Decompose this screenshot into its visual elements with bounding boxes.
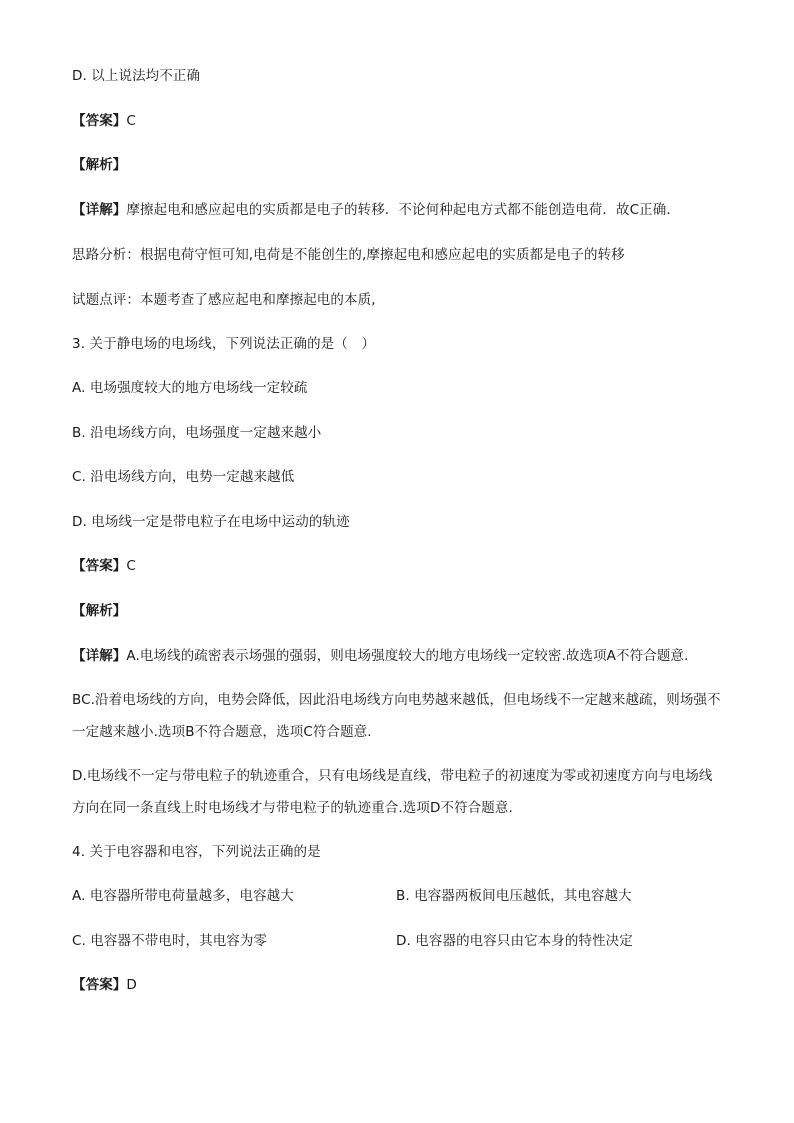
q2-comment: 试题点评：本题考查了感应起电和摩擦起电的本质, — [72, 292, 376, 308]
q4-stem: 4. 关于电容器和电容，下列说法正确的是 — [72, 844, 321, 860]
q4-answer — [72, 975, 137, 995]
q3-option-b: B. 沿电场线方向，电场强度一定越来越小 — [72, 425, 322, 441]
q4-options-row-2 — [72, 931, 726, 951]
q3-analysis-tag: 【解析】 — [72, 603, 127, 619]
q2-option-d: D. 以上说法均不正确 — [72, 68, 201, 84]
q4-option-c: C. 电容器不带电时，其电容为零 — [72, 933, 268, 949]
answer-tag: 【答案】 — [72, 977, 127, 993]
q3-answer — [72, 556, 136, 576]
q3-option-a: A. 电场强度较大的地方电场线一定较疏 — [72, 380, 308, 396]
q2-analysis-tag: 【解析】 — [72, 157, 127, 173]
q3-detail-a — [72, 646, 688, 666]
q2-detail — [72, 200, 680, 220]
q4-option-b: B. 电容器两板间电压越低，其电容越大 — [396, 888, 632, 904]
detail-text: A.电场线的疏密表示场强的强弱，则电场强度较大的地方电场线一定较密.故选项A不符合题意. — [126, 648, 689, 664]
answer-value: C — [126, 558, 136, 574]
detail-tag: 【详解】 — [72, 202, 127, 218]
q3-option-c: C. 沿电场线方向，电势一定越来越低 — [72, 469, 295, 485]
q3-option-d: D. 电场线一定是带电粒子在电场中运动的轨迹 — [72, 514, 350, 530]
answer-tag: 【答案】 — [72, 113, 127, 129]
answer-tag: 【答案】 — [72, 558, 127, 574]
q3-stem: 3. 关于静电场的电场线，下列说法正确的是（ ） — [72, 336, 376, 352]
answer-value: D — [126, 977, 137, 993]
q3-detail-d: D.电场线不一定与带电粒子的轨迹重合，只有电场线是直线，带电粒子的初速度为零或初速度方向与电场线方向在同一条直线上时电场线才与带电粒子的轨迹重合.选项D不符合题意. — [72, 768, 713, 816]
q4-option-a: A. 电容器所带电荷量越多，电容越大 — [72, 888, 294, 904]
q3-detail-bc: BC.沿着电场线的方向，电势会降低，因此沿电场线方向电势越来越低，但电场线不一定越来越疏，则场强不一定越来越小.选项B不符合题意，选项C符合题意. — [72, 692, 721, 740]
detail-tag: 【详解】 — [72, 648, 127, 664]
q2-thinking: 思路分析：根据电荷守恒可知,电荷是不能创生的,摩擦起电和感应起电的实质都是电子的转移 — [72, 247, 625, 263]
detail-text: 摩擦起电和感应起电的实质都是电子的转移．不论何种起电方式都不能创造电荷．故C正确． — [126, 202, 680, 218]
q4-options-row-1 — [72, 886, 726, 906]
q2-answer — [72, 111, 136, 131]
q4-option-d: D. 电容器的电容只由它本身的特性决定 — [396, 933, 633, 949]
answer-value: C — [126, 113, 136, 129]
